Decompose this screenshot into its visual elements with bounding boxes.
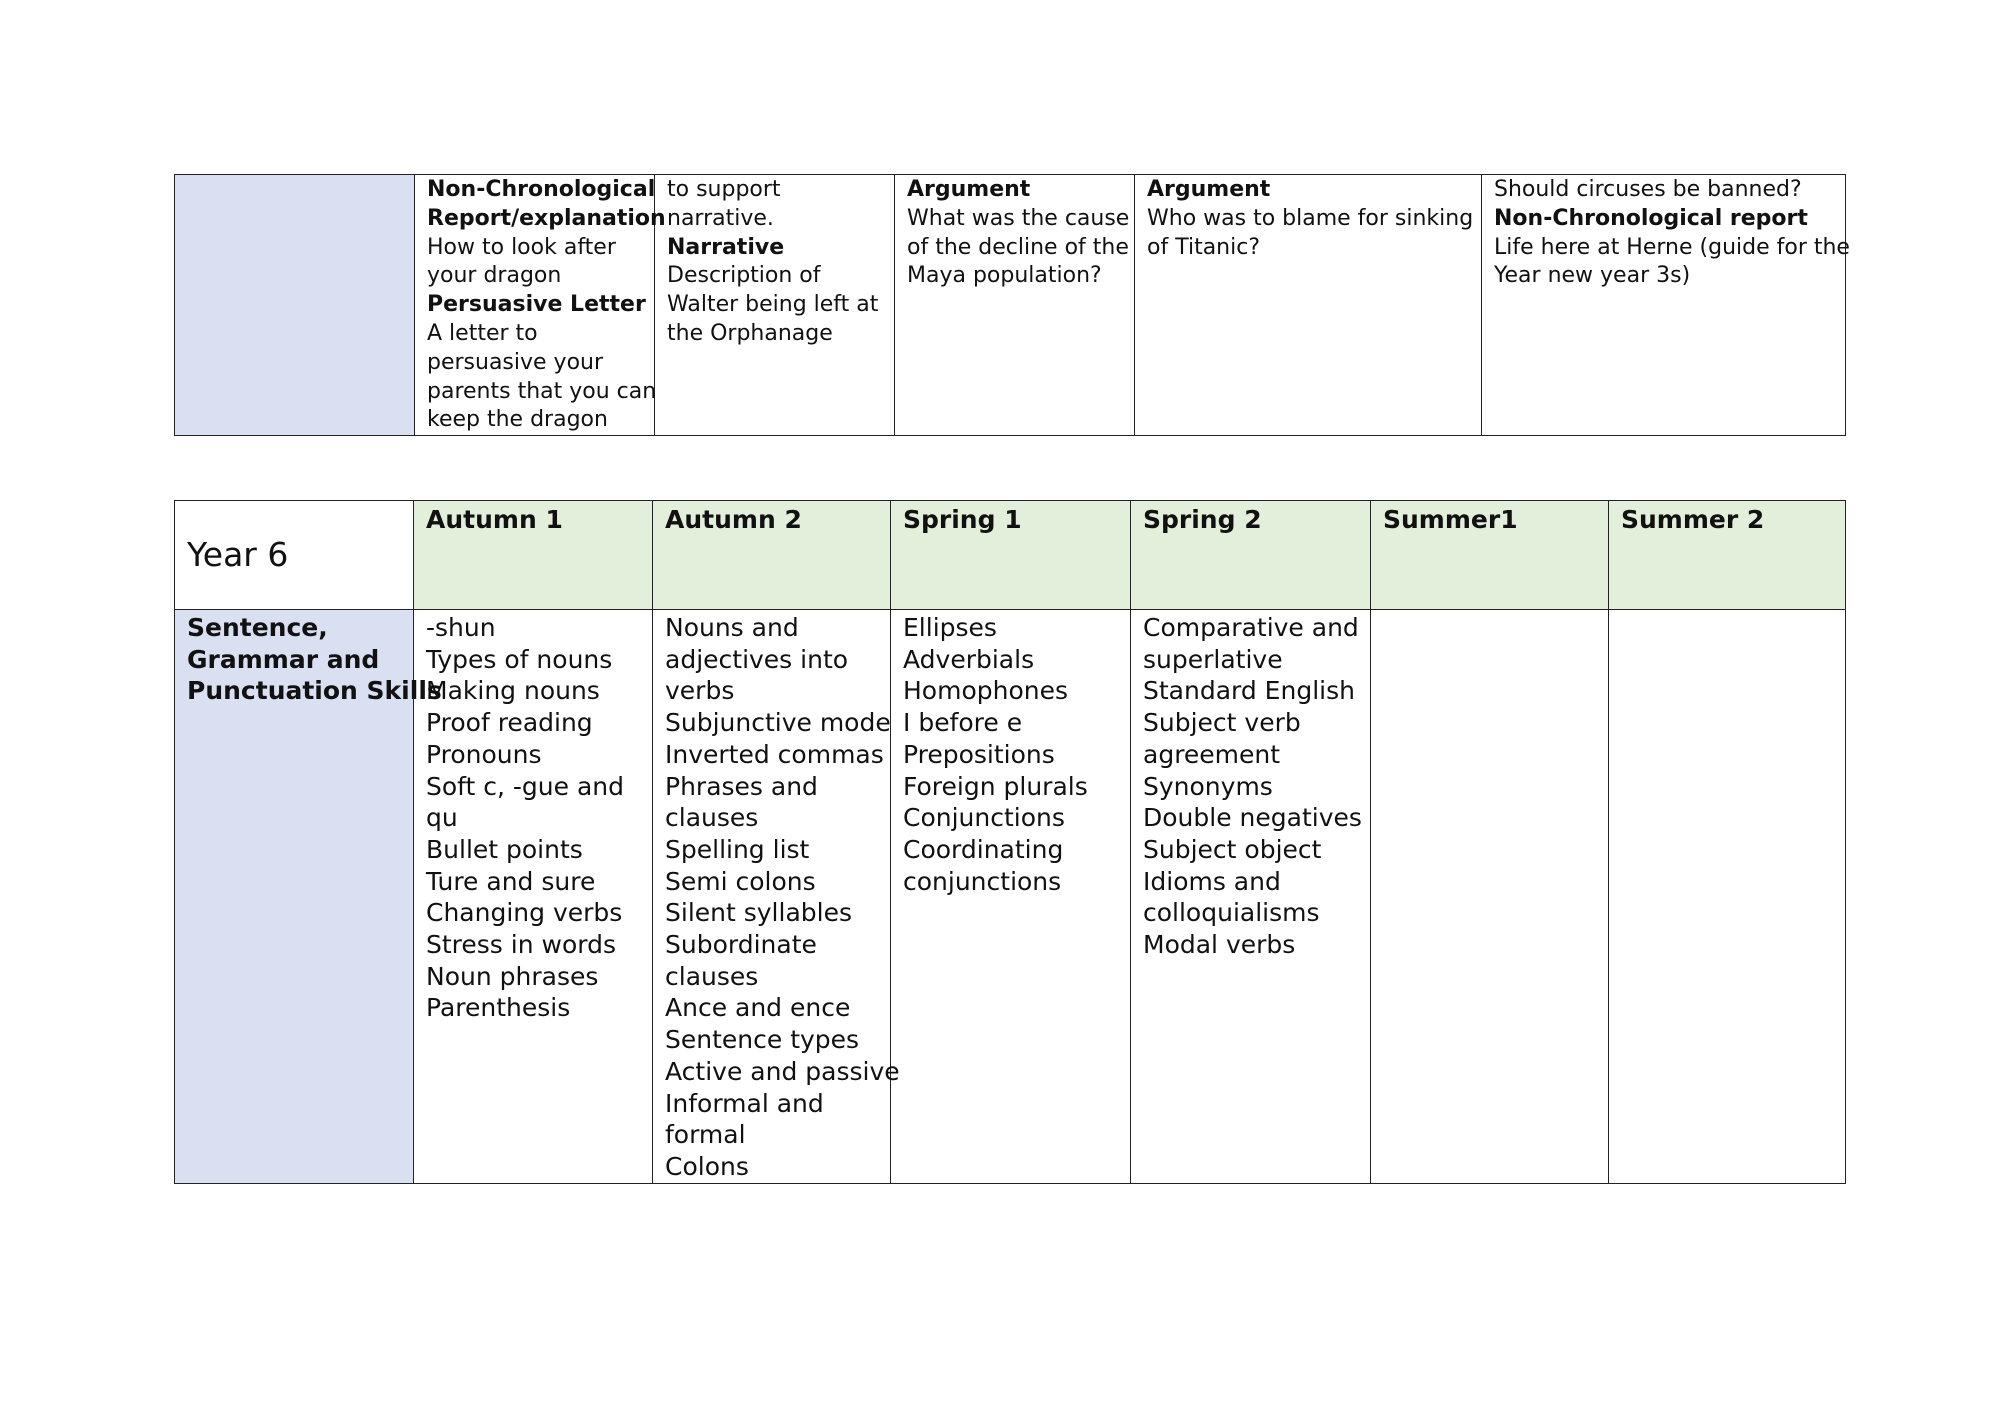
genre-text-line: A letter to (427, 320, 538, 346)
skill-list-item: Subject object (1143, 834, 1322, 864)
row-label-line: Punctuation Skills (187, 676, 442, 706)
genre-text-line: Life here at Herne (guide for the (1494, 234, 1850, 260)
skill-list-item: Synonyms (1143, 771, 1273, 801)
skill-list-item: Modal verbs (1143, 930, 1296, 960)
skills-cell-autumn-2 (653, 610, 900, 1184)
skill-list-item: Silent syllables (665, 898, 852, 928)
genre-text-line: to support (667, 177, 781, 202)
skill-list-item: Types of nouns (426, 644, 613, 674)
genre-text-line: How to look after (427, 234, 616, 260)
term-header-summer-1: Summer1 (1371, 501, 1609, 610)
skill-list-item: -shun (426, 613, 496, 642)
skill-list-item: Informal and (665, 1088, 824, 1118)
genre-text-line: parents that you can (427, 378, 657, 404)
skill-list-item: Prepositions (903, 739, 1055, 769)
skill-list-item: Subjunctive mode (665, 708, 891, 738)
genre-cell-2 (655, 175, 895, 436)
year6-spag-table (174, 500, 1846, 1184)
skill-list-item: Idioms and (1143, 866, 1281, 896)
skill-list-item: Adverbials (903, 644, 1035, 674)
skill-list-item: Double negatives (1143, 803, 1362, 833)
skill-list-item: Sentence types (665, 1025, 860, 1055)
skills-cell-spring-1 (891, 610, 1131, 1184)
skill-list-item: Spelling list (665, 834, 810, 864)
genre-text-line: Year new year 3s) (1494, 263, 1691, 289)
skill-list-item: verbs (665, 676, 735, 706)
skill-list-item: clauses (665, 803, 759, 833)
skill-list-item: Inverted commas (665, 739, 884, 769)
skill-list-item: Subject verb (1143, 708, 1301, 738)
term-header-spring-1: Spring 1 (891, 501, 1131, 610)
skill-list-item: superlative (1143, 644, 1283, 674)
skill-list-item: conjunctions (903, 866, 1062, 896)
skill-list-item: Bullet points (426, 834, 583, 864)
genre-heading: Persuasive Letter (427, 292, 646, 318)
term-header-summer-2: Summer 2 (1609, 501, 1846, 610)
skill-list-item: Noun phrases (426, 961, 599, 991)
skills-cell-summer-1 (1371, 610, 1609, 1184)
row-label-cell (175, 175, 415, 436)
row-label-line: Grammar and (187, 644, 380, 674)
skill-list-item: Ture and sure (426, 866, 596, 896)
writing-genres-table (174, 174, 1850, 436)
genre-text-line: of Titanic? (1147, 234, 1261, 260)
skill-list-item: Conjunctions (903, 803, 1065, 833)
skill-list-item: Comparative and (1143, 613, 1359, 642)
skill-list-item: Subordinate (665, 930, 817, 960)
row-label-line: Sentence, (187, 613, 328, 642)
skill-list-item: Ance and ence (665, 993, 851, 1023)
genre-text-line: Walter being left at (667, 292, 879, 318)
skill-list-item: I before e (903, 708, 1023, 738)
genre-cell-1 (415, 175, 666, 436)
skill-list-item: Nouns and (665, 613, 799, 642)
skills-cell-autumn-1 (414, 610, 653, 1184)
genre-text-line: of the decline of the (907, 234, 1129, 260)
skill-list-item: Parenthesis (426, 993, 571, 1023)
term-header-spring-2: Spring 2 (1131, 501, 1371, 610)
genre-heading: Report/explanation (427, 205, 666, 231)
genre-cell-4 (1135, 175, 1482, 436)
skill-list-item: Foreign plurals (903, 771, 1088, 801)
genre-text-line: Who was to blame for sinking (1147, 205, 1474, 231)
genre-text-line: Maya population? (907, 263, 1102, 289)
skill-list-item: Soft c, -gue and (426, 771, 625, 801)
table-row (175, 175, 1846, 436)
skill-list-item: Standard English (1143, 676, 1355, 706)
skill-list-item: Colons (665, 1151, 749, 1181)
skills-cell-spring-2 (1131, 610, 1371, 1184)
skill-list-item: Coordinating (903, 834, 1064, 864)
skill-list-item: Semi colons (665, 866, 816, 896)
genre-heading: Argument (1147, 177, 1271, 202)
skill-list-item: adjectives into (665, 644, 849, 674)
skill-list-item: Active and passive (665, 1056, 900, 1086)
skill-list-item: Pronouns (426, 739, 542, 769)
skill-list-item: clauses (665, 961, 759, 991)
genre-text-line: the Orphanage (667, 320, 833, 346)
genre-text-line: keep the dragon (427, 407, 608, 433)
skill-list-item: Stress in words (426, 930, 616, 960)
skill-list-item: Proof reading (426, 708, 593, 738)
header-row (175, 501, 1846, 610)
genre-heading: Argument (907, 177, 1031, 202)
genre-heading: Non-Chronological (427, 177, 656, 202)
skill-list-item: Making nouns (426, 676, 600, 706)
year-heading: Year 6 (175, 501, 414, 610)
skill-list-item: Ellipses (903, 613, 997, 642)
genre-text-line: Description of (667, 263, 821, 289)
skill-list-item: colloquialisms (1143, 898, 1320, 928)
skill-list-item: Changing verbs (426, 898, 623, 928)
genre-text-line: Should circuses be banned? (1494, 177, 1802, 202)
skill-list-item: formal (665, 1120, 746, 1150)
genre-heading: Narrative (667, 234, 785, 260)
genre-heading: Non-Chronological report (1494, 205, 1808, 231)
genre-text-line: narrative. (667, 205, 774, 231)
genre-cell-3 (895, 175, 1135, 436)
skills-cell-summer-2 (1609, 610, 1846, 1184)
skill-list-item: Phrases and (665, 771, 818, 801)
genre-text-line: persuasive your (427, 349, 604, 375)
table-row (175, 610, 1846, 1184)
term-header-autumn-1: Autumn 1 (414, 501, 653, 610)
skill-list-item: Homophones (903, 676, 1069, 706)
skill-list-item: agreement (1143, 739, 1281, 769)
genre-text-line: What was the cause (907, 205, 1130, 231)
genre-cell-5 (1482, 175, 1850, 436)
term-header-autumn-2: Autumn 2 (653, 501, 891, 610)
skill-list-item: qu (426, 803, 458, 833)
genre-text-line: your dragon (427, 263, 562, 289)
